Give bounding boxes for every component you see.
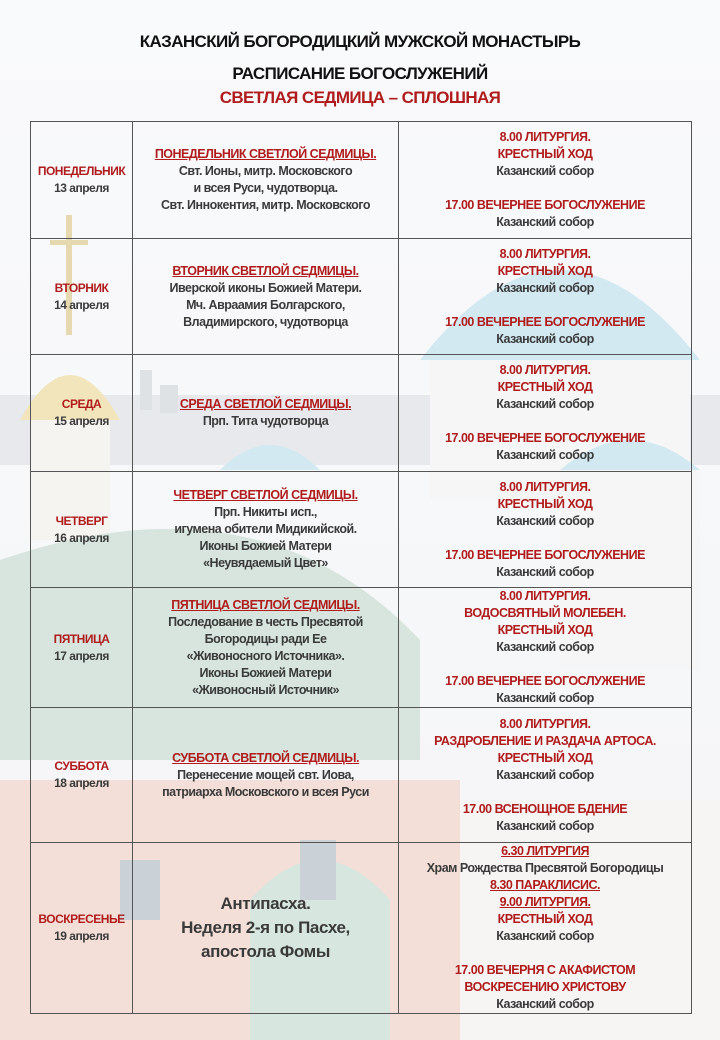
commemoration-cell: [133, 708, 399, 843]
commemoration-line: Владимирского, чудотворца: [183, 314, 348, 329]
service-location: Казанский собор: [496, 691, 594, 705]
service-morning: 8.00 ЛИТУРГИЯ.: [499, 589, 591, 603]
services-cell: [399, 843, 692, 1014]
service-location: Казанский собор: [496, 513, 594, 528]
commemoration-title: ВТОРНИК СВЕТЛОЙ СЕДМИЦЫ.: [172, 263, 359, 278]
commemoration-title: ПЯТНИЦА СВЕТЛОЙ СЕДМИЦЫ.: [171, 597, 360, 612]
schedule-title: РАСПИСАНИЕ БОГОСЛУЖЕНИЙ: [232, 64, 488, 83]
table-row: [31, 843, 692, 1014]
service-location: Казанский собор: [496, 997, 594, 1011]
service-location: Казанский собор: [496, 448, 594, 462]
service-morning: 8.00 ЛИТУРГИЯ.: [499, 246, 591, 261]
services-cell: [399, 708, 692, 843]
day-cell: [31, 355, 133, 472]
service-evening: 17.00 ВЕЧЕРНЕЕ БОГОСЛУЖЕНИЕ: [445, 314, 645, 329]
commemoration-line: Мч. Авраамия Болгарского,: [186, 297, 345, 312]
day-name: СУББОТА: [54, 759, 109, 773]
service-location: Казанский собор: [496, 331, 594, 346]
commemoration-line: Иконы Божией Матери: [199, 665, 332, 680]
commemoration-cell: [133, 588, 399, 708]
service-vespers-cont: ВОСКРЕСЕНИЮ ХРИСТОВУ: [464, 980, 626, 994]
service-vespers: 17.00 ВЕЧЕРНЯ С АКАФИСТОМ: [454, 963, 636, 977]
service-location: Казанский собор: [496, 215, 594, 229]
day-name: ПОНЕДЕЛЬНИК: [37, 164, 126, 178]
schedule-table: [30, 121, 692, 1014]
commemoration-cell: [133, 355, 399, 472]
commemoration-title: СРЕДА СВЕТЛОЙ СЕДМИЦЫ.: [179, 397, 352, 411]
commemoration-title: ЧЕТВЕРГ СВЕТЛОЙ СЕДМИЦЫ.: [173, 488, 358, 502]
service-procession: КРЕСТНЫЙ ХОД: [497, 496, 593, 511]
day-cell: [31, 843, 133, 1014]
services-cell: [399, 122, 692, 239]
day-name: СРЕДА: [61, 397, 102, 411]
services-cell: [399, 588, 692, 708]
day-cell: [31, 122, 133, 239]
service-location: Казанский собор: [496, 929, 594, 943]
commemoration-cell: [133, 472, 399, 588]
commemoration-line: апостола Фомы: [201, 942, 330, 961]
commemoration-line: Свт. Ионы, митр. Московского: [178, 164, 353, 178]
day-date: 19 апреля: [54, 929, 109, 943]
day-date: 15 апреля: [54, 414, 109, 428]
service-procession: КРЕСТНЫЙ ХОД: [497, 623, 593, 637]
table-row: [31, 122, 692, 239]
table-row: [31, 588, 692, 708]
table-row: [31, 708, 692, 843]
service-paraklesis: 8.30 ПАРАКЛИСИС.: [490, 878, 600, 892]
commemoration-title: ПОНЕДЕЛЬНИК СВЕТЛОЙ СЕДМИЦЫ.: [154, 147, 377, 161]
service-location: Казанский собор: [496, 397, 594, 411]
service-evening: 17.00 ВЕЧЕРНЕЕ БОГОСЛУЖЕНИЕ: [445, 431, 645, 445]
commemoration-cell: [133, 122, 399, 239]
service-location: Казанский собор: [496, 767, 594, 782]
commemoration-line: Прп. Никиты исп.,: [214, 505, 317, 519]
service-procession: КРЕСТНЫЙ ХОД: [497, 380, 593, 394]
service-procession: КРЕСТНЫЙ ХОД: [497, 263, 593, 278]
commemoration-line: Неделя 2-я по Пасхе,: [181, 918, 350, 937]
monastery-title: КАЗАНСКИЙ БОГОРОДИЦКИЙ МУЖСКОЙ МОНАСТЫРЬ: [139, 32, 581, 51]
commemoration-line: Богородицы ради Ее: [204, 631, 327, 646]
service-location: Казанский собор: [496, 818, 594, 833]
day-cell: [31, 588, 133, 708]
day-date: 17 апреля: [54, 648, 109, 663]
commemoration-line: игумена обители Мидикийской.: [174, 522, 357, 536]
day-cell: [31, 239, 133, 355]
commemoration-line: Свт. Иннокентия, митр. Московского: [161, 198, 370, 212]
day-cell: [31, 708, 133, 843]
service-morning: 8.00 ЛИТУРГИЯ.: [499, 363, 591, 377]
table-row: [31, 472, 692, 588]
service-morning: 8.00 ЛИТУРГИЯ.: [499, 130, 591, 144]
commemoration-line: Перенесение мощей свт. Иова,: [177, 767, 354, 782]
day-name: ВОСКРЕСЕНЬЕ: [38, 912, 125, 926]
service-vigil: 17.00 ВСЕНОЩНОЕ БДЕНИЕ: [462, 801, 628, 816]
day-name: ПЯТНИЦА: [53, 631, 110, 646]
service-location: Казанский собор: [496, 164, 594, 178]
day-date: 18 апреля: [54, 776, 109, 790]
day-date: 14 апреля: [54, 297, 109, 312]
commemoration-cell: [133, 843, 399, 1014]
service-location: Храм Рождества Пресвятой Богородицы: [426, 861, 664, 875]
service-location: Казанский собор: [496, 640, 594, 654]
table-row: [31, 239, 692, 355]
services-cell: [399, 472, 692, 588]
service-morning: 8.00 ЛИТУРГИЯ.: [499, 479, 591, 494]
service-early-liturgy: 6.30 ЛИТУРГИЯ: [501, 844, 589, 858]
service-evening: 17.00 ВЕЧЕРНЕЕ БОГОСЛУЖЕНИЕ: [445, 198, 645, 212]
day-date: 16 апреля: [54, 530, 109, 545]
day-name: ВТОРНИК: [54, 280, 109, 295]
commemoration-line: Последование в честь Пресвятой: [168, 614, 363, 629]
services-cell: [399, 239, 692, 355]
commemoration-line: «Живоносный Источник»: [192, 682, 339, 697]
service-evening: 17.00 ВЕЧЕРНЕЕ БОГОСЛУЖЕНИЕ: [445, 547, 645, 562]
commemoration-line: и всея Руси, чудотворца.: [193, 181, 338, 195]
week-title: СВЕТЛАЯ СЕДМИЦА – СПЛОШНАЯ: [219, 88, 501, 107]
day-name: ЧЕТВЕРГ: [55, 513, 108, 528]
service-location: Казанский собор: [496, 280, 594, 295]
service-moleben: ВОДОСВЯТНЫЙ МОЛЕБЕН.: [464, 606, 626, 620]
commemoration-line: патриарха Московского и всея Руси: [162, 784, 369, 799]
service-morning: 8.00 ЛИТУРГИЯ.: [499, 716, 591, 731]
services-cell: [399, 355, 692, 472]
commemoration-title: СУББОТА СВЕТЛОЙ СЕДМИЦЫ.: [172, 750, 359, 765]
commemoration-line: «Живоносного Источника».: [186, 648, 345, 663]
commemoration-line: Антипасха.: [220, 894, 311, 913]
service-procession: КРЕСТНЫЙ ХОД: [497, 912, 593, 926]
day-date: 13 апреля: [54, 181, 109, 195]
commemoration-line: Иверской иконы Божией Матери.: [169, 280, 362, 295]
service-procession: КРЕСТНЫЙ ХОД: [497, 750, 593, 765]
day-cell: [31, 472, 133, 588]
service-evening: 17.00 ВЕЧЕРНЕЕ БОГОСЛУЖЕНИЕ: [445, 674, 645, 688]
commemoration-cell: [133, 239, 399, 355]
service-artos: РАЗДРОБЛЕНИЕ И РАЗДАЧА АРТОСА.: [434, 733, 656, 748]
service-procession: КРЕСТНЫЙ ХОД: [497, 147, 593, 161]
commemoration-line: Иконы Божией Матери: [199, 539, 332, 553]
service-late-liturgy: 9.00 ЛИТУРГИЯ.: [499, 895, 591, 909]
table-row: [31, 355, 692, 472]
commemoration-line: Прп. Тита чудотворца: [202, 414, 329, 428]
service-location: Казанский собор: [496, 564, 594, 579]
commemoration-line: «Неувядаемый Цвет»: [203, 556, 328, 570]
